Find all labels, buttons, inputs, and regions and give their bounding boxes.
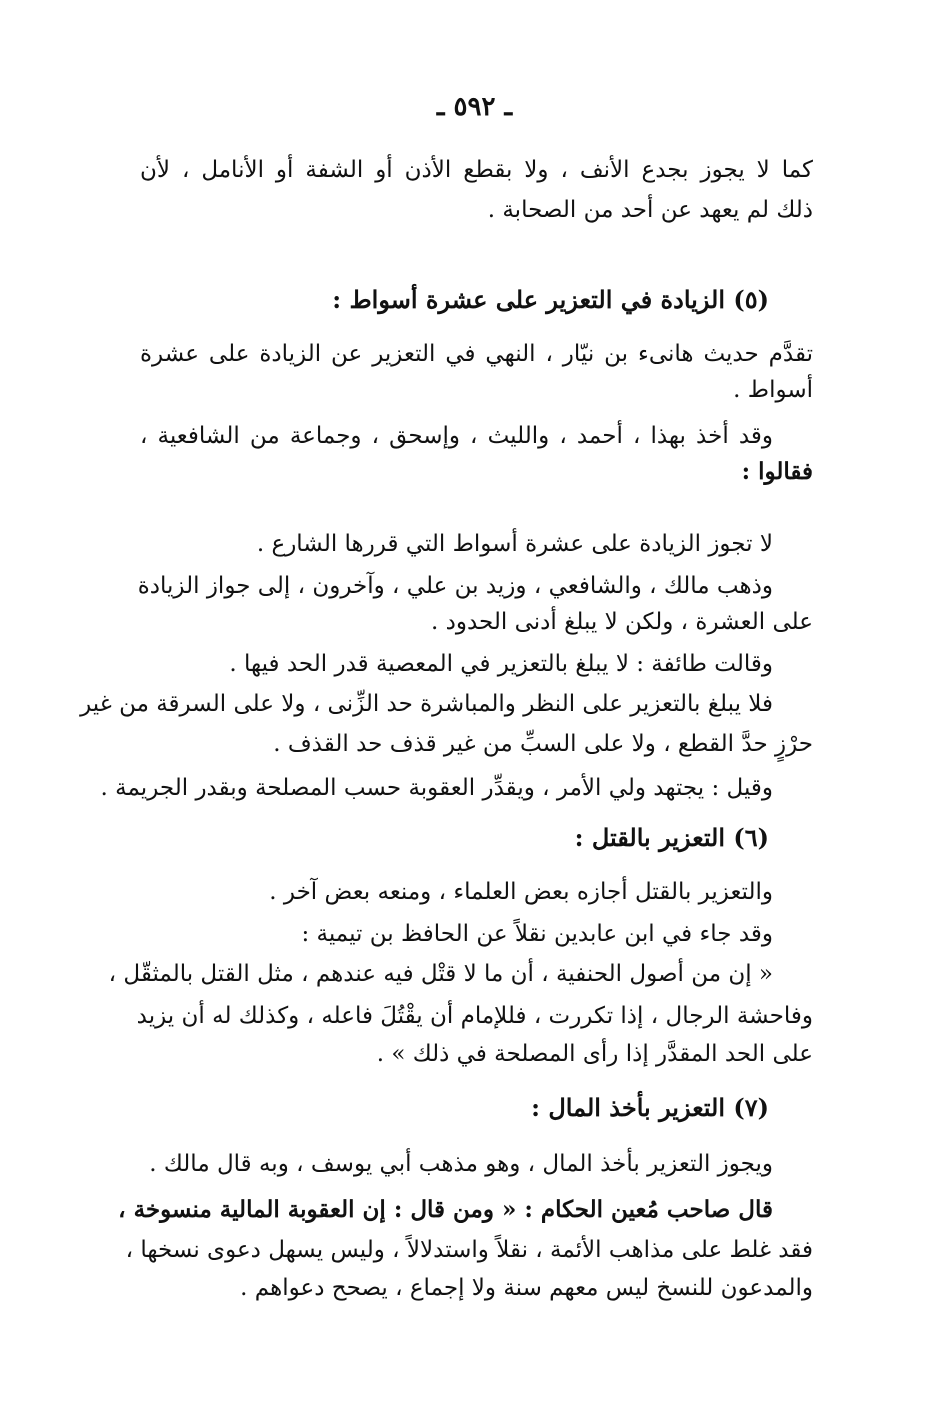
text-line: وقد أخذ بهذا ، أحمد ، والليث ، وإسحق ، وجماعة من الشافعية ، (140, 423, 773, 449)
section-heading: (٦) التعزير بالقتل : (574, 823, 769, 852)
page-number: ـ ٥٩٢ ـ (436, 92, 513, 122)
text-line: والمدعون للنسخ ليس معهم سنة ولا إجماع ، يصحح دعواهم . (240, 1275, 813, 1301)
text-line: تقدَّم حديث هانىء بن نيّار ، النهي في التعزير عن الزيادة على عشرة (140, 341, 813, 367)
text-line: وقد جاء في ابن عابدين نقلاً عن الحافظ بن تيمية : (301, 921, 773, 947)
text-line: أسواط . (733, 377, 813, 403)
text-line: « إن من أصول الحنفية ، أن ما لا قتْل فيه عندهم ، مثل القتل بالمثقّل ، (108, 961, 773, 987)
text-line: فقد غلط على مذاهب الأئمة ، نقلاً واستدلالاً ، وليس يسهل دعوى نسخها ، (125, 1237, 813, 1263)
text-line: فلا يبلغ بالتعزير على النظر والمباشرة حد الزِّنى ، ولا على السرقة من غير (80, 691, 773, 717)
text-line: وذهب مالك ، والشافعي ، وزيد بن علي ، وآخرون ، إلى جواز الزيادة (137, 573, 773, 599)
text-line: على الحد المقدَّر إذا رأى المصلحة في ذلك » . (376, 1041, 813, 1067)
section-heading: (٧) التعزير بأخذ المال : (531, 1093, 769, 1122)
text-line: وقالت طائفة : لا يبلغ بالتعزير في المعصية قدر الحد فيها . (229, 651, 773, 677)
text-line: على العشرة ، ولكن لا يبلغ أدنى الحدود . (431, 609, 813, 635)
text-line: لا تجوز الزيادة على عشرة أسواط التي قررها الشارع . (256, 531, 773, 557)
text-line: وقيل : يجتهد ولي الأمر ، ويقدِّر العقوبة حسب المصلحة وبقدر الجريمة . (100, 775, 773, 801)
text-line: حرْزٍ حدَّ القطع ، ولا على السبِّ من غير قذف حد القذف . (273, 731, 813, 757)
text-line: كما لا يجوز بجدع الأنف ، ولا بقطع الأذن أو الشفة أو الأنامل ، لأن (140, 157, 813, 183)
text-line: فقالوا : (741, 458, 813, 485)
text-line: ذلك لم يعهد عن أحد من الصحابة . (487, 197, 813, 223)
section-heading: (٥) الزيادة في التعزير على عشرة أسواط : (332, 285, 769, 314)
text-line: قال صاحب مُعين الحكام : « ومن قال : إن العقوبة المالية منسوخة ، (118, 1196, 773, 1223)
text-line: والتعزير بالقتل أجازه بعض العلماء ، ومنعه بعض آخر . (269, 879, 773, 905)
text-line: ويجوز التعزير بأخذ المال ، وهو مذهب أبي يوسف ، وبه قال مالك . (149, 1151, 773, 1177)
text-line: وفاحشة الرجال ، إذا تكررت ، فللإمام أن يقْتُلَ فاعله ، وكذلك له أن يزيد (136, 1003, 813, 1029)
